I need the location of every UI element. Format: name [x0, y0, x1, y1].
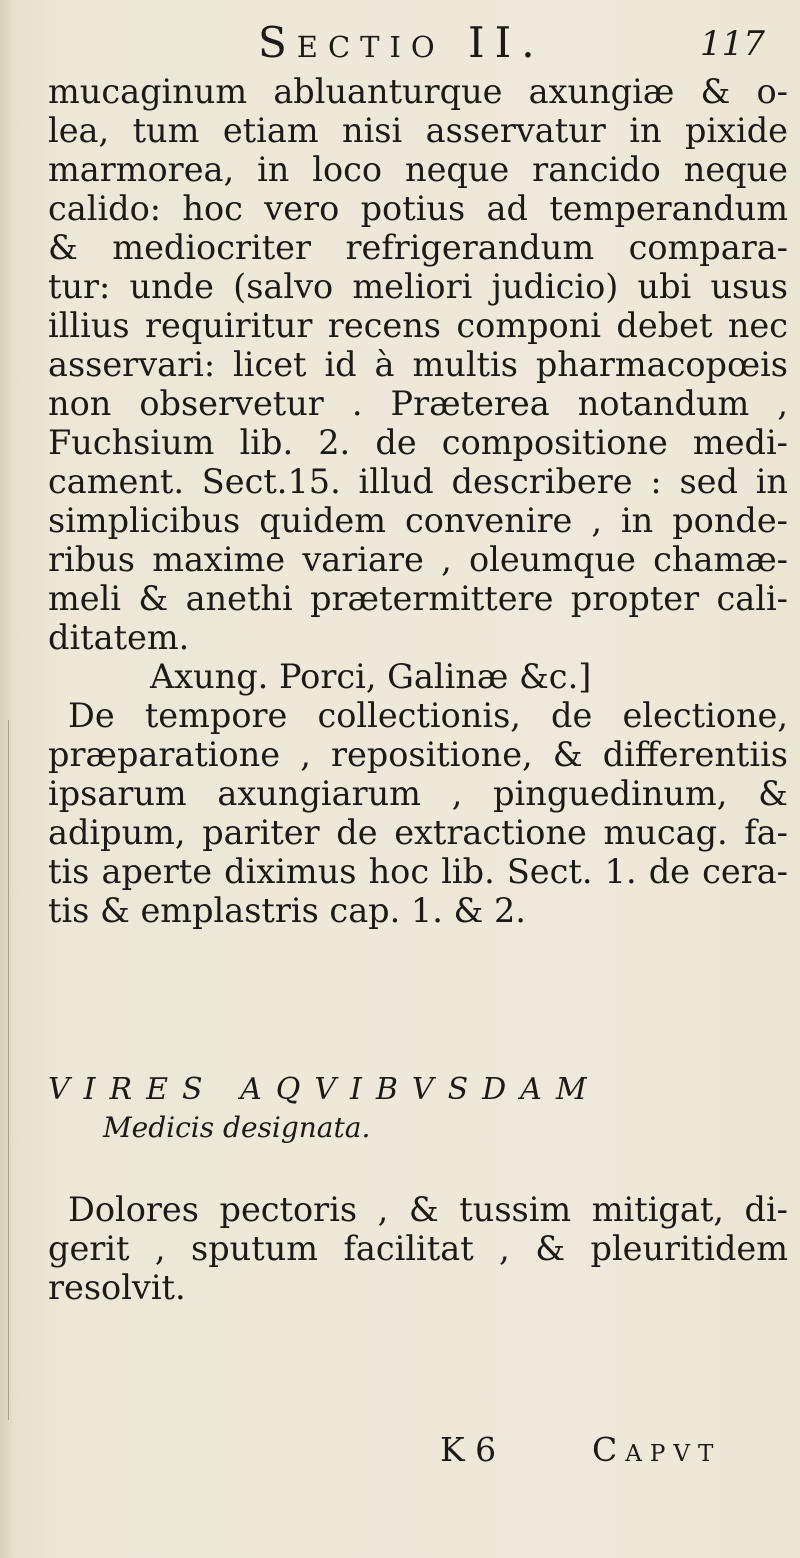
- text-line: ipsarum axungiarum , pinguedinum, &: [48, 774, 788, 813]
- text-line: non observetur . Præterea notandum ,: [48, 384, 788, 423]
- text-line: Fuchsium lib. 2. de compositione medi-: [48, 423, 788, 462]
- text-line: simplicibus quidem convenire , in ponde-: [48, 501, 788, 540]
- text-line: mucaginum abluanturque axungiæ & o-: [48, 72, 788, 111]
- text-line: gerit , sputum facilitat , & pleuritidem: [48, 1229, 788, 1268]
- text-line: calido: hoc vero potius ad temperandum: [48, 189, 788, 228]
- text-line: ribus maxime variare , oleumque chamæ-: [48, 540, 788, 579]
- text-line: Dolores pectoris , & tussim mitigat, di-: [68, 1190, 788, 1229]
- text-line: cament. Sect.15. illud describere : sed in: [48, 462, 788, 501]
- text-line: tis aperte diximus hoc lib. Sect. 1. de cera-: [48, 852, 788, 891]
- text-line: tur: unde (salvo meliori judicio) ubi usus: [48, 267, 788, 306]
- section-title: VIRES AQVIBVSDAM: [48, 1072, 601, 1107]
- paragraph-2: [48, 657, 788, 930]
- text-line: adipum, pariter de extractione mucag. fa-: [48, 813, 788, 852]
- page-footer: [0, 1430, 800, 1480]
- text-line: & mediocriter refrigerandum compara-: [48, 228, 788, 267]
- catchword: Capvt: [592, 1430, 722, 1469]
- lemma-heading: Axung. Porci, Galinæ &c.]: [150, 657, 592, 696]
- text-line: De tempore collectionis, de electione,: [68, 696, 788, 735]
- text-line: meli & anethi prætermittere propter cali-: [48, 579, 788, 618]
- text-line: illius requiritur recens componi debet nec: [48, 306, 788, 345]
- text-line: resolvit.: [48, 1268, 186, 1307]
- main-text-block: [48, 72, 788, 930]
- text-line: præparatione , repositione, & differentiis: [48, 735, 788, 774]
- section-subtitle: Medicis designata.: [103, 1111, 371, 1144]
- page-number: 117: [700, 24, 765, 64]
- gutter-edge: [8, 720, 9, 1420]
- section-heading: [48, 1070, 788, 1146]
- running-head: Sectio II.: [258, 18, 545, 67]
- paragraph-1: [48, 72, 788, 657]
- text-line: ditatem.: [48, 618, 190, 657]
- text-line: lea, tum etiam nisi asservatur in pixide: [48, 111, 788, 150]
- signature-mark: K 6: [440, 1430, 497, 1469]
- text-line: tis & emplastris cap. 1. & 2.: [48, 891, 526, 930]
- page-header: [0, 18, 800, 68]
- text-line: asservari: licet id à multis pharmacopœis: [48, 345, 788, 384]
- text-line: marmorea, in loco neque rancido neque: [48, 150, 788, 189]
- paragraph-3: [48, 1190, 788, 1307]
